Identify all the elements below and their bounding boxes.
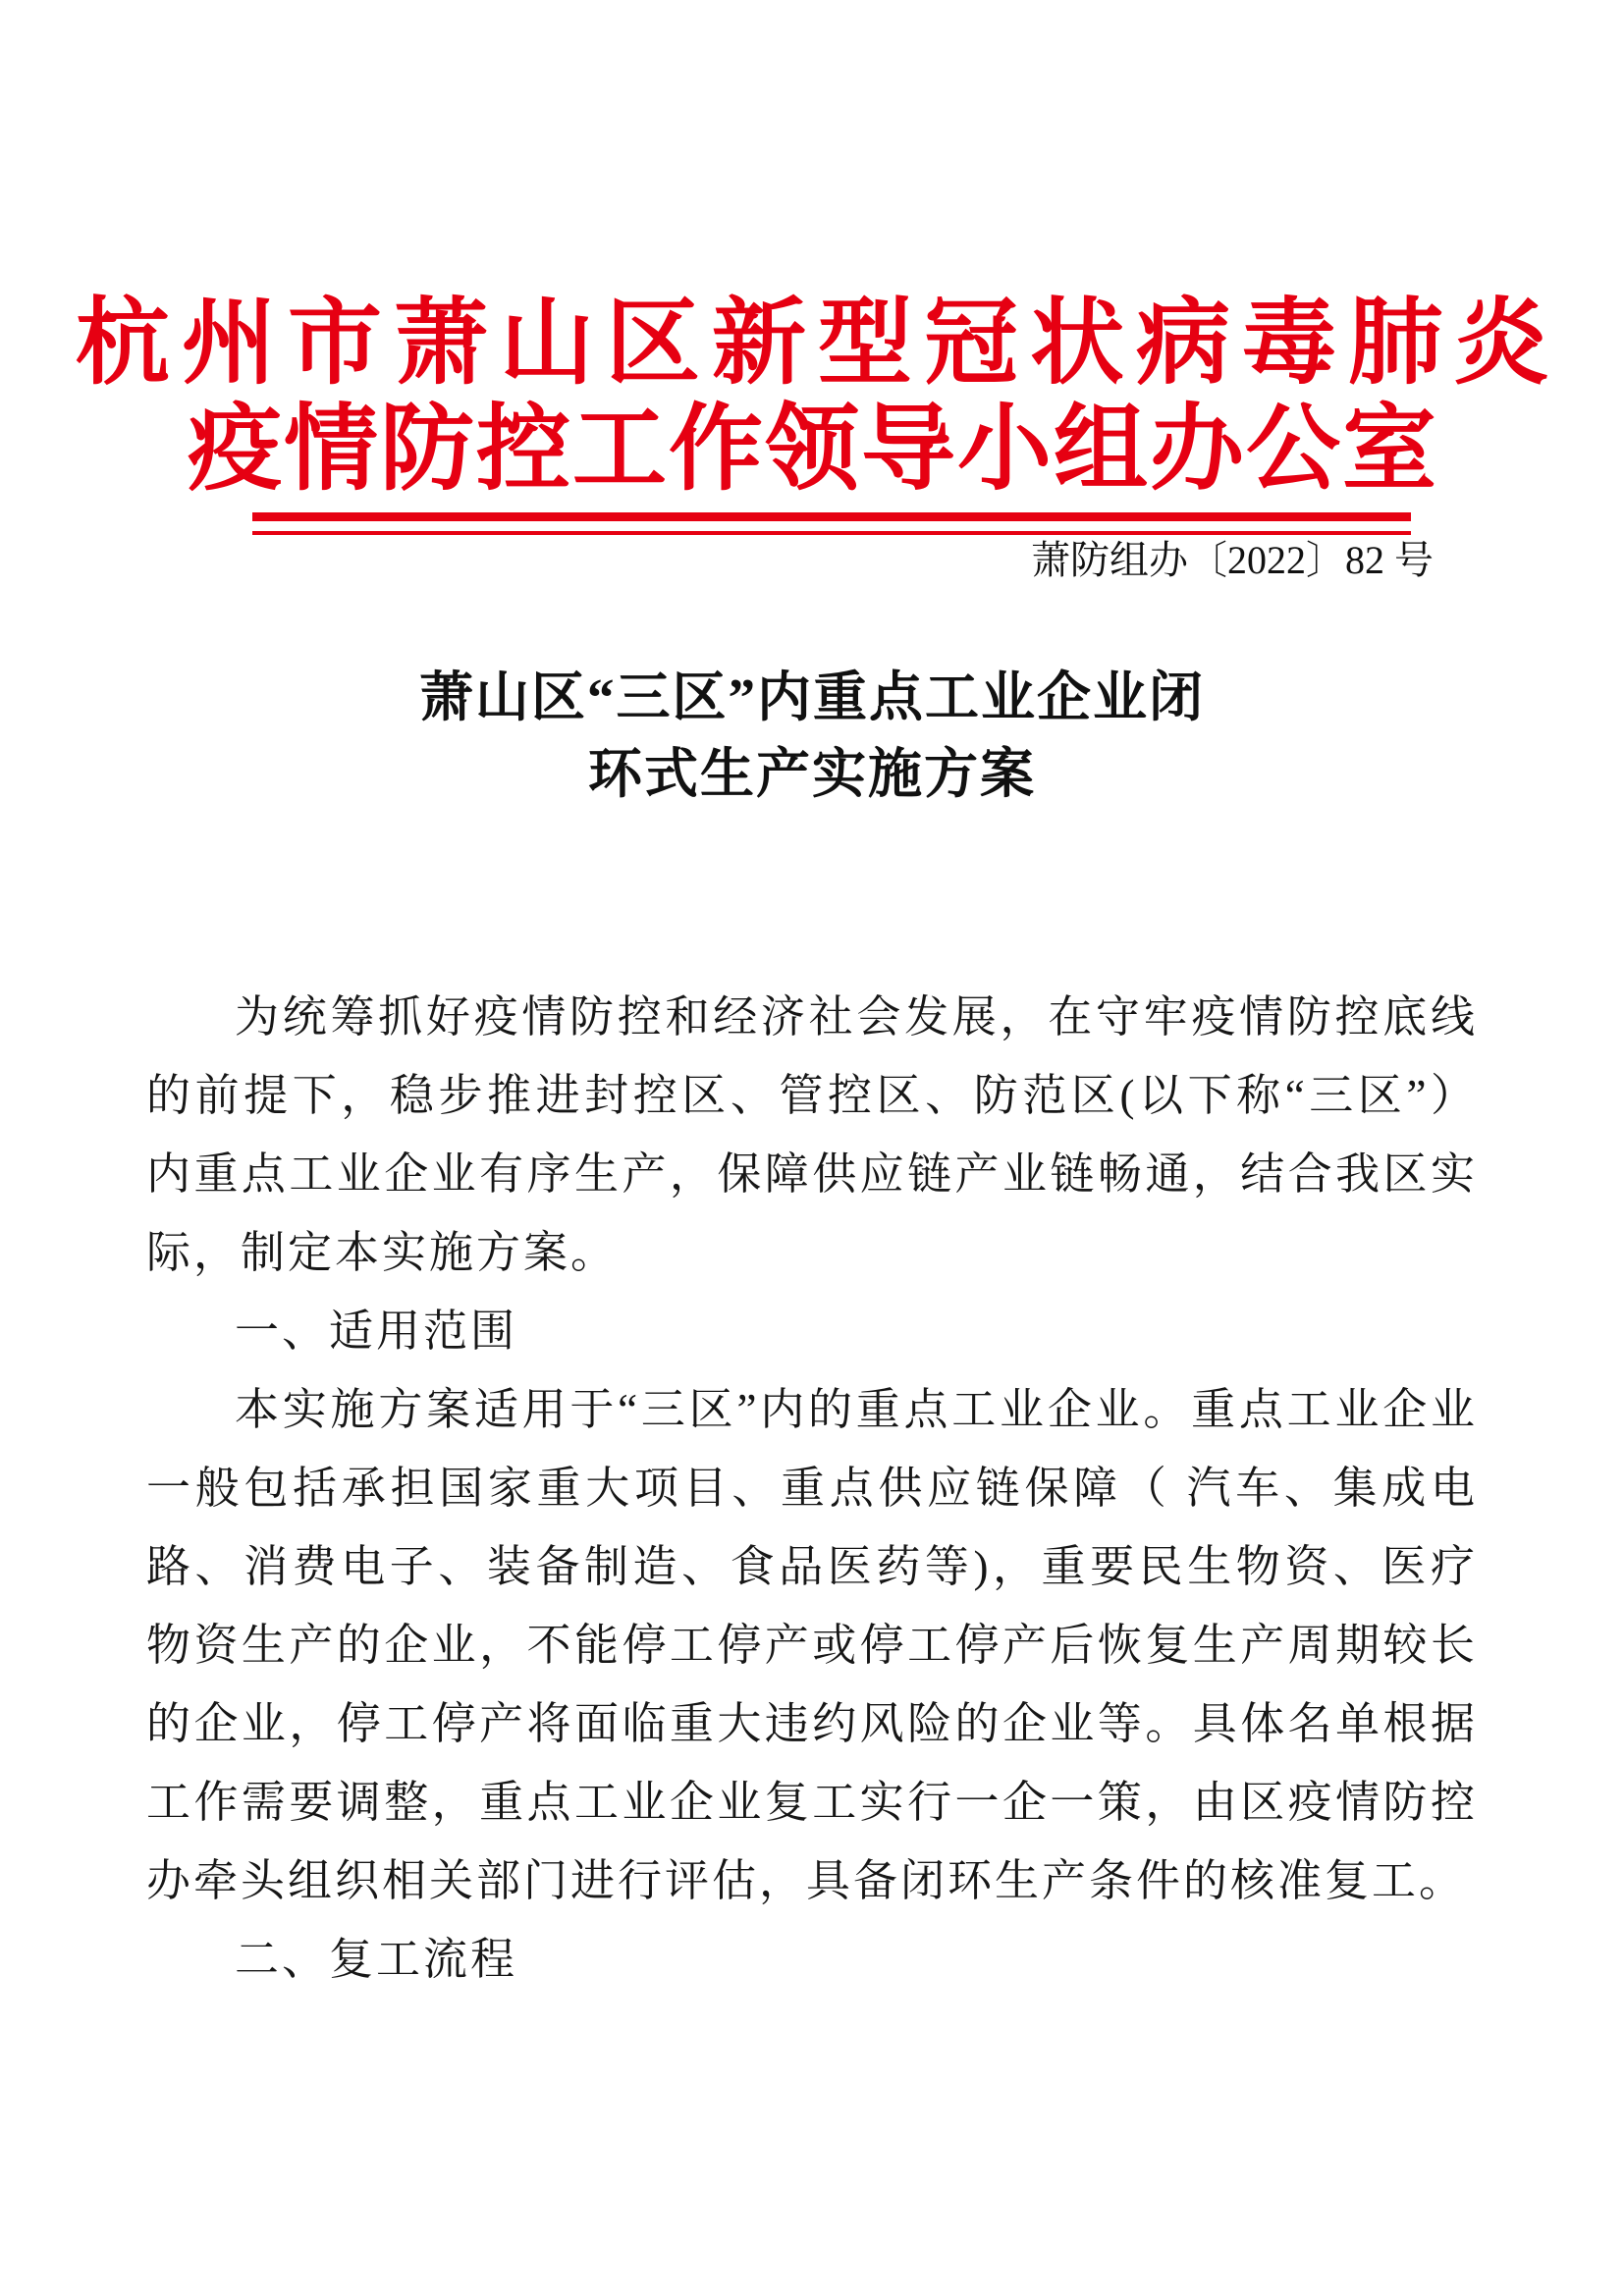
- paragraph-intro: 为统筹抓好疫情防控和经济社会发展，在守牢疫情防控底线的前提下，稳步推进封控区、管控区、防范区(以下称“三区”）内重点工业企业有序生产，保障供应链产业链畅通，结合我区实际，制定本实施方案。: [146, 992, 1478, 1277]
- section-heading-scope: 一、适用范围: [235, 1307, 518, 1356]
- title-line-2: 环式生产实施方案: [587, 744, 1036, 804]
- agency-header: [0, 291, 1624, 503]
- red-divider-thick: [252, 512, 1411, 521]
- paragraph-scope: 本实施方案适用于“三区”内的重点工业企业。重点工业企业一般包括承担国家重大项目、重点供应链保障（ 汽车、集成电路、消费电子、装备制造、食品医药等)，重要民生物资、医疗物资生产的企业，不能停工停产或停工停产后恢复生产周期较长的企业，停工停产将面临重大违约风险的企业等。具体名单根据工作需要调整，重点工业企业复工实行一企一策，由区疫情防控办牵头组织相关部门进行评估，具备闭环生产条件的核准复工。: [146, 1385, 1478, 1905]
- section-heading-resumption-process: 二、复工流程: [235, 1935, 518, 1984]
- agency-header-line-1: 杭州市萧山区新型冠状病毒肺炎: [76, 291, 1560, 396]
- title-line-1: 萧山区“三区”内重点工业企业闭: [418, 667, 1205, 727]
- document-body: [146, 978, 1478, 1999]
- red-divider-thin: [252, 531, 1411, 535]
- document-title: [0, 660, 1624, 813]
- agency-header-line-2: 疫情防控工作领导小组办公室: [188, 397, 1438, 502]
- doc-number: 萧防组办〔2022〕82 号: [1031, 538, 1434, 582]
